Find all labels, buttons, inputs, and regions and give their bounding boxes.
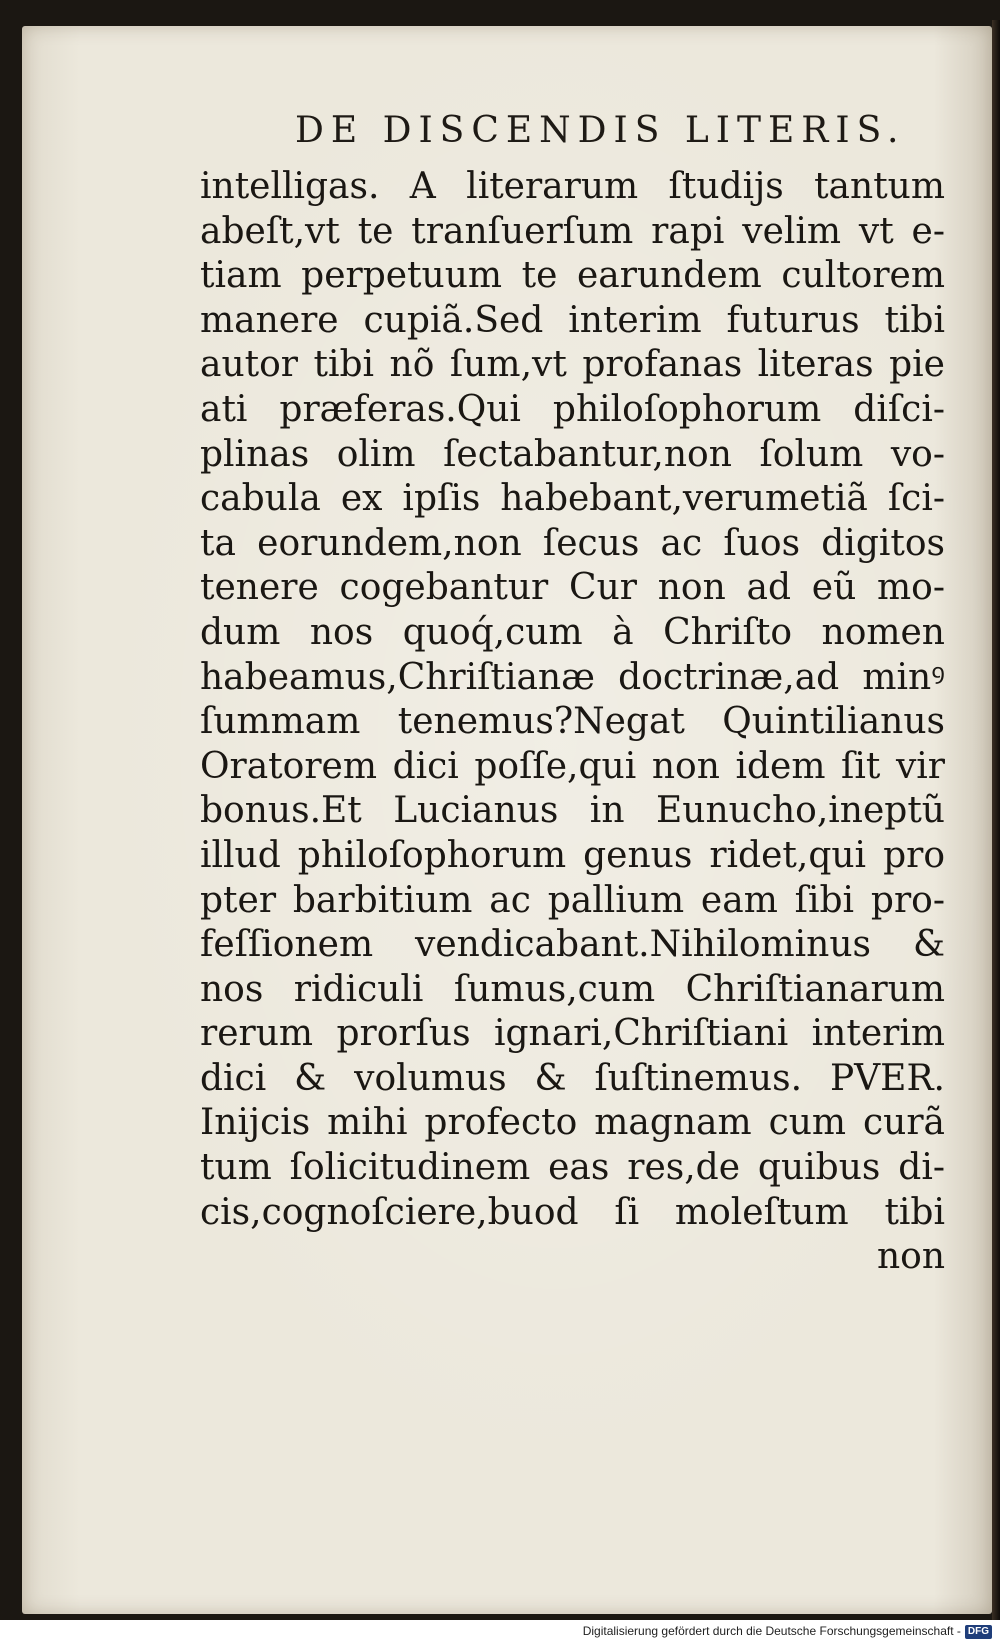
credit-text: Digitalisierung gefördert durch die Deutsche Forschungsgemeinschaft - xyxy=(582,1624,961,1638)
text-line: tiam perpetuum te earundem cultorem xyxy=(200,255,945,297)
book-spine-edge xyxy=(992,20,1000,1620)
text-line: dici & volumus & ſuſtinemus. PVER. xyxy=(200,1057,945,1099)
text-line: plinas olim ſectabantur,non ſolum vo- xyxy=(200,433,945,475)
text-line: tum ſolicitudinem eas res,de quibus di- xyxy=(200,1147,945,1189)
text-line: cis,cognoſciere,buod ſi moleſtum tibi xyxy=(200,1191,945,1233)
text-line: pter barbitium ac pallium eam ſibi pro- xyxy=(200,879,945,921)
body-text xyxy=(200,165,945,1280)
text-line: autor tibi nõ ſum,vt profanas literas pie xyxy=(200,344,945,386)
dfg-logo-badge: DFG xyxy=(965,1625,992,1639)
text-line: cabula ex ipſis habebant,verumetiã ſci- xyxy=(200,478,945,520)
running-head: DE DISCENDIS LITERIS. xyxy=(295,110,906,151)
text-line: nos ridiculi ſumus,cum Chriſtianarum xyxy=(200,968,945,1010)
text-line: Inijcis mihi profecto magnam cum curã xyxy=(200,1102,945,1144)
text-line: manere cupiã.Sed interim futurus tibi xyxy=(200,299,945,341)
text-line: ati præferas.Qui philoſophorum diſci- xyxy=(200,388,945,430)
text-line: ta eorundem,non ſecus ac ſuos digitos xyxy=(200,522,945,564)
text-line: intelligas. A literarum ſtudijs tantum xyxy=(200,166,945,207)
text-line: rerum prorſus ignari,Chriſtiani interim xyxy=(200,1013,945,1055)
text-line: feſſionem vendicabant.Nihilominus & xyxy=(200,924,945,966)
text-line: bonus.Et Lucianus in Eunucho,ineptũ xyxy=(200,790,945,832)
text-line: illud philoſophorum genus ridet,qui pro xyxy=(200,834,945,876)
text-line: Oratorem dici poſſe,qui non idem ſit vir xyxy=(200,745,945,787)
text-line: ſummam tenemus?Negat Quintilianus xyxy=(200,701,945,743)
catchword: non xyxy=(876,1236,945,1278)
text-line: abeſt,vt te tranſuerſum rapi velim vt e- xyxy=(200,210,945,252)
digitization-credit xyxy=(583,1623,992,1639)
text-line: habeamus,Chriſtianæ doctrinæ,ad minꝰ xyxy=(200,656,945,698)
text-line: tenere cogebantur Cur non ad eũ mo- xyxy=(200,567,945,609)
text-line: dum nos quoq́,cum à Chriſto nomen xyxy=(200,611,945,653)
